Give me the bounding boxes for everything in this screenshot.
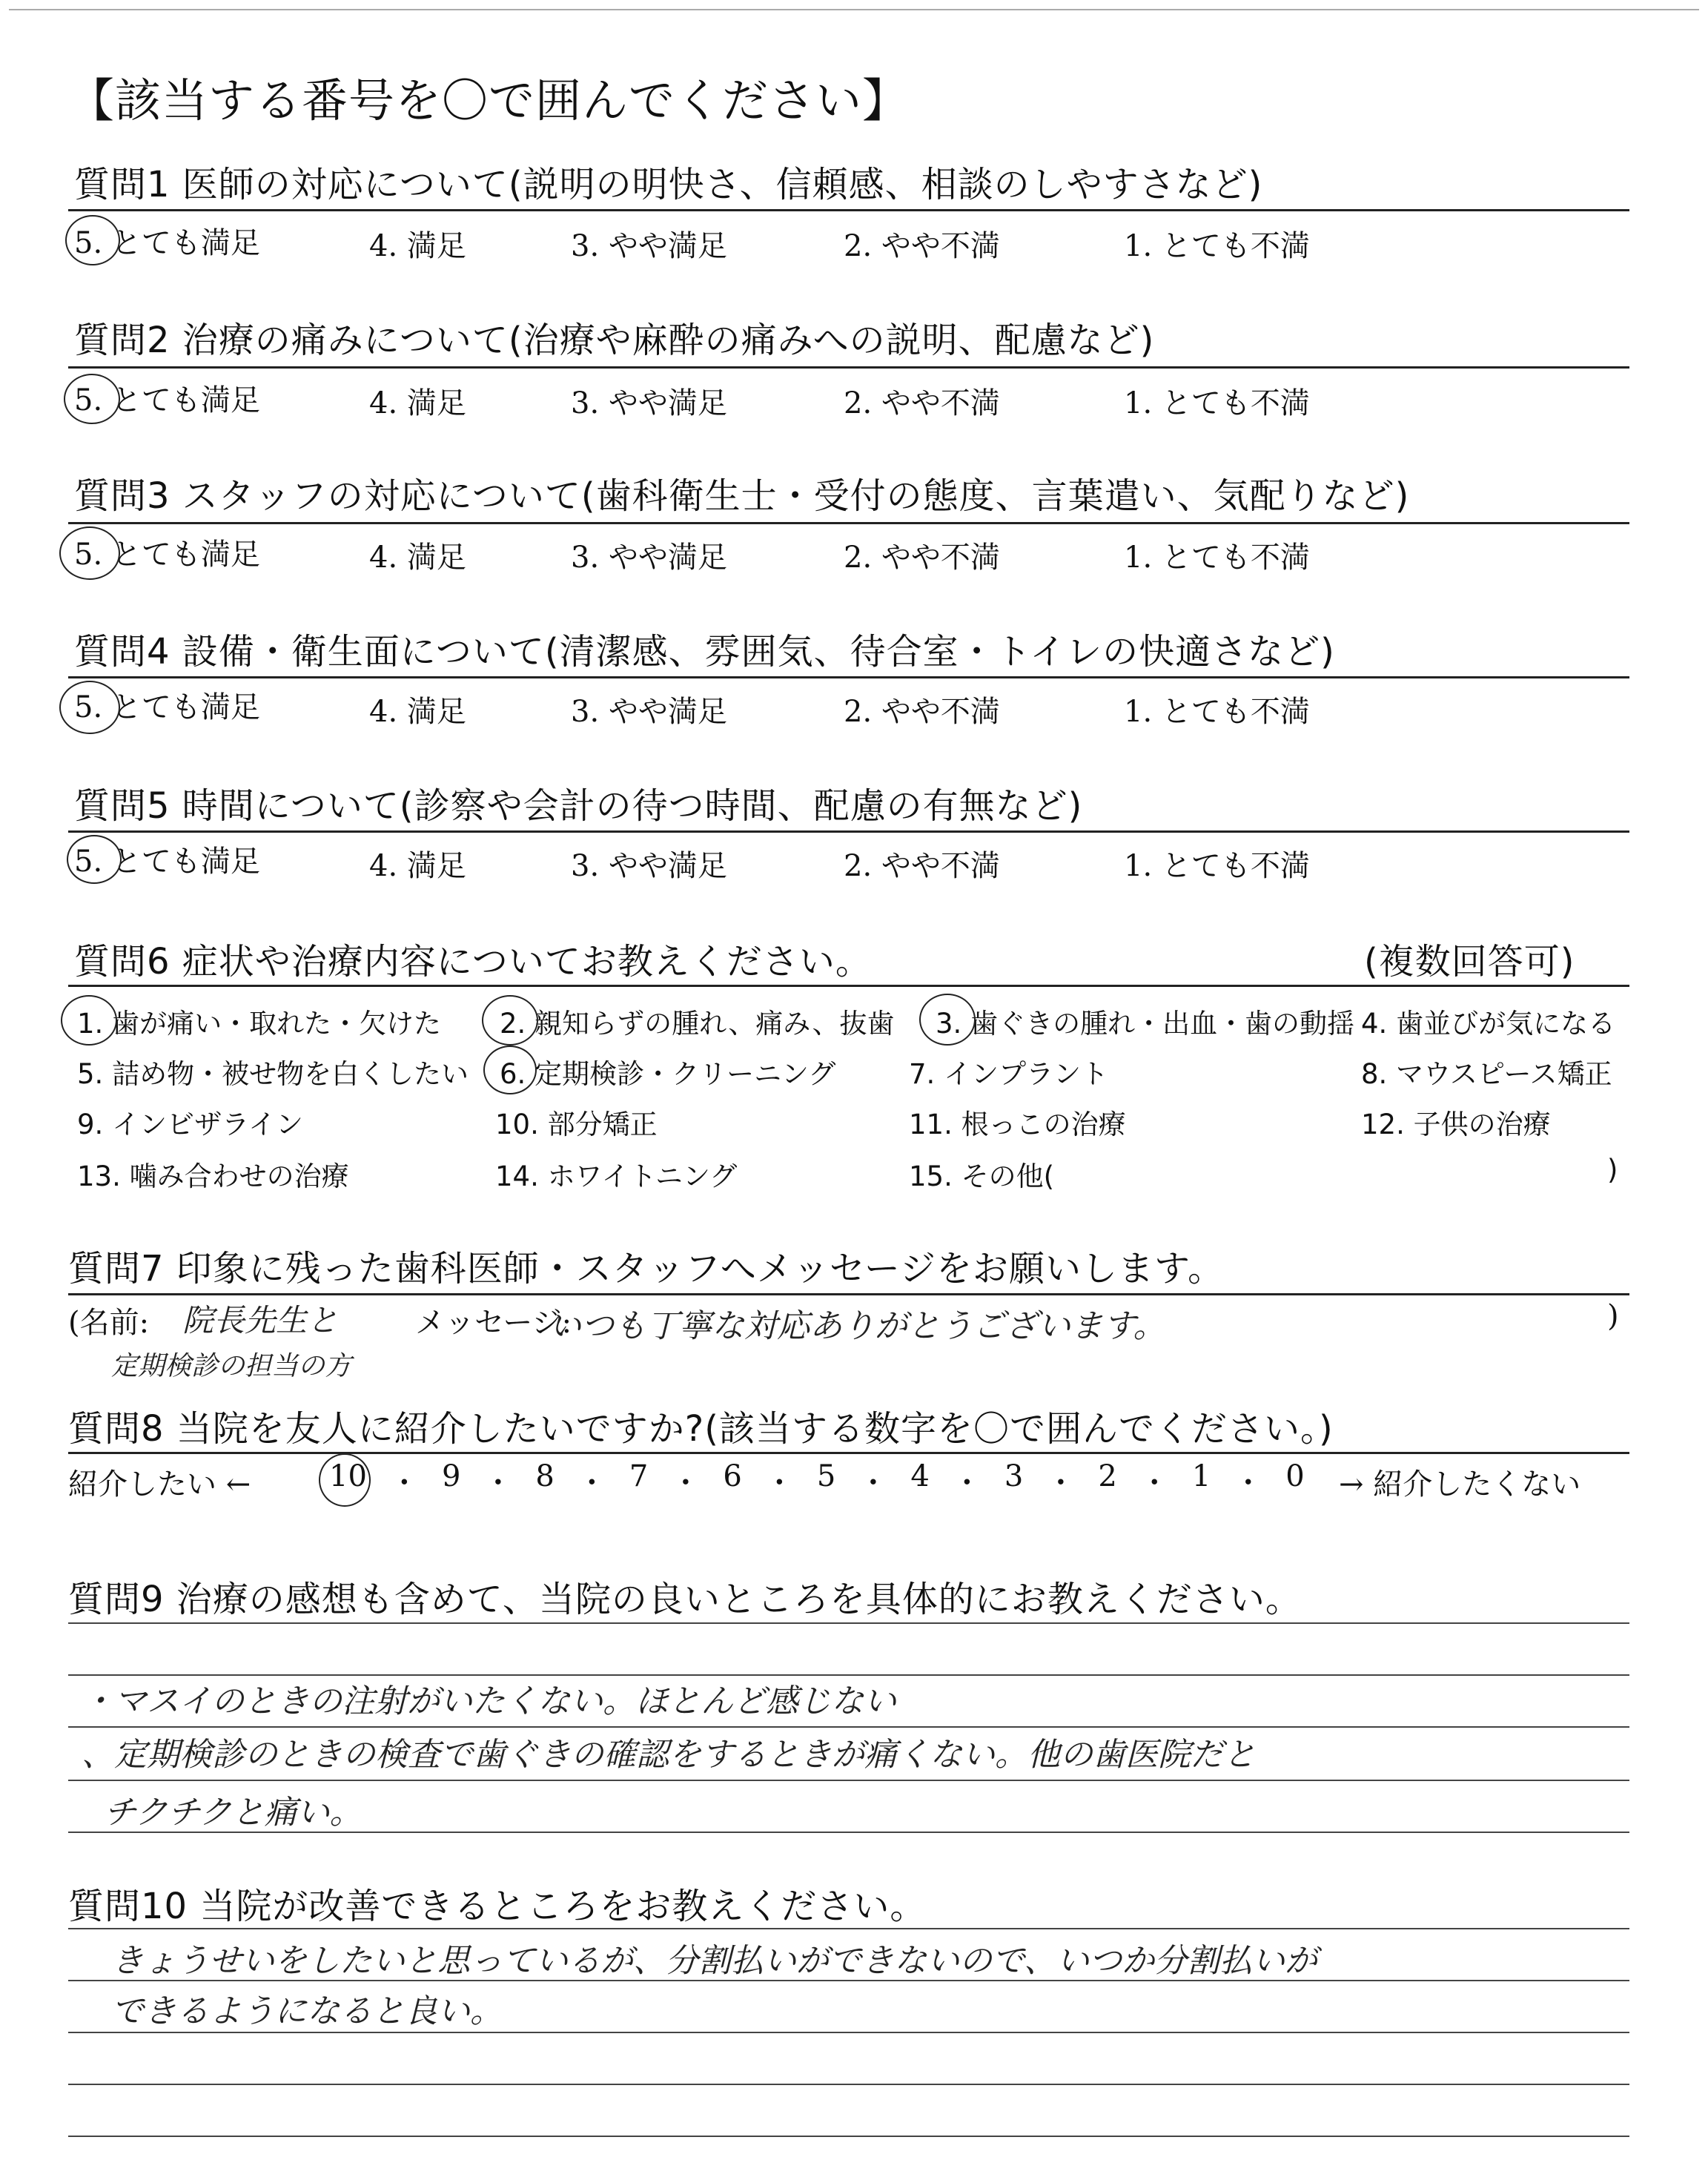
q5-option-5[interactable]: 5. とても満足 bbox=[74, 845, 260, 879]
q9-answer-line-3[interactable]: チクチクと痛い。 bbox=[104, 1794, 363, 1832]
q8-scale-2[interactable]: 2 bbox=[1098, 1459, 1117, 1493]
q6-option-5[interactable]: 5. 詰め物・被せ物を白くしたい bbox=[77, 1058, 469, 1090]
q7-name-value-line2[interactable]: 定期検診の担当の方 bbox=[111, 1351, 352, 1381]
q2-option-4[interactable]: 4. 満足 bbox=[369, 386, 466, 420]
page-title: 【該当する番号を〇で囲んでください】 bbox=[68, 73, 910, 128]
q6-option-11[interactable]: 11. 根っこの治療 bbox=[909, 1109, 1126, 1140]
q8-scale-separator: ・ bbox=[1139, 1466, 1170, 1500]
q1-heading: 質問1 医師の対応について(説明の明快さ、信頼感、相談のしやすさなど) bbox=[74, 164, 1263, 205]
q1-option-3[interactable]: 3. やや満足 bbox=[571, 229, 727, 263]
q9-answer-line-2[interactable]: 、定期検診のときの検査で歯ぐきの確認をするときが痛くない。他の歯医院だと bbox=[82, 1736, 1256, 1774]
q3-option-3[interactable]: 3. やや満足 bbox=[571, 541, 727, 575]
q2-option-1[interactable]: 1. とても不満 bbox=[1124, 386, 1310, 420]
q3-heading: 質問3 スタッフの対応について(歯科衛生士・受付の態度、言葉遣い、気配りなど) bbox=[74, 475, 1410, 517]
q2-selection-circle bbox=[64, 374, 120, 424]
q10-answer-line-1[interactable]: きょうせいをしたいと思っているが、分割払いができないので、いつか分割払いが bbox=[111, 1942, 1318, 1980]
q6-option-14[interactable]: 14. ホワイトニング bbox=[495, 1160, 738, 1192]
q8-selection-circle bbox=[319, 1453, 371, 1507]
q6-option-1[interactable]: 1. 歯が痛い・取れた・欠けた bbox=[77, 1008, 442, 1040]
q8-scale-separator: ・ bbox=[577, 1466, 607, 1500]
q6-option-9[interactable]: 9. インビザライン bbox=[77, 1109, 303, 1140]
q8-scale-separator: ・ bbox=[952, 1466, 982, 1500]
q7-message-value[interactable]: いつも丁寧な対応ありがとうございます。 bbox=[549, 1307, 1166, 1345]
q6-circle-1 bbox=[61, 995, 117, 1046]
q8-scale-1[interactable]: 1 bbox=[1191, 1459, 1211, 1493]
q8-scale-8[interactable]: 8 bbox=[535, 1459, 555, 1493]
q6-option-8[interactable]: 8. マウスピース矯正 bbox=[1361, 1058, 1612, 1090]
q2-heading: 質問2 治療の痛みについて(治療や麻酔の痛みへの説明、配慮など) bbox=[74, 320, 1155, 361]
q7-name-value-line1[interactable]: 院長先生と bbox=[182, 1302, 339, 1338]
q8-scale-5[interactable]: 5 bbox=[816, 1459, 836, 1493]
q7-close-paren: ) bbox=[1607, 1299, 1619, 1333]
q6-heading: 質問6 症状や治療内容についてお教えください。 bbox=[74, 941, 872, 982]
q9-heading: 質問9 治療の感想も含めて、当院の良いところを具体的にお教えください。 bbox=[68, 1579, 1302, 1620]
q8-scale-separator: ・ bbox=[670, 1466, 701, 1500]
q8-scale-3[interactable]: 3 bbox=[1004, 1459, 1024, 1493]
q6-option-4[interactable]: 4. 歯並びが気になる bbox=[1361, 1008, 1616, 1040]
q4-option-1[interactable]: 1. とても不満 bbox=[1124, 695, 1310, 729]
q6-circle-6 bbox=[483, 1046, 537, 1094]
q5-selection-circle bbox=[67, 835, 122, 884]
q8-scale-separator: ・ bbox=[1045, 1466, 1076, 1500]
q1-option-5[interactable]: 5. とても満足 bbox=[74, 226, 260, 260]
q5-option-4[interactable]: 4. 満足 bbox=[369, 849, 466, 883]
q7-message-label: メッセージ: bbox=[415, 1306, 572, 1340]
q8-scale-10[interactable]: 10 bbox=[329, 1459, 367, 1493]
q3-option-1[interactable]: 1. とても不満 bbox=[1124, 541, 1310, 575]
q3-option-5[interactable]: 5. とても満足 bbox=[74, 538, 260, 572]
q8-left-label: 紹介したい ← bbox=[68, 1467, 251, 1502]
q4-selection-circle bbox=[59, 681, 120, 734]
q3-option-4[interactable]: 4. 満足 bbox=[369, 541, 466, 575]
q8-scale-separator: ・ bbox=[483, 1466, 513, 1500]
q6-note: (複数回答可) bbox=[1364, 941, 1575, 982]
q8-heading: 質問8 当院を友人に紹介したいですか?(該当する数字を〇で囲んでください。) bbox=[68, 1408, 1334, 1450]
q8-scale-7[interactable]: 7 bbox=[629, 1459, 649, 1493]
q1-selection-circle bbox=[65, 215, 120, 265]
q6-option-15-close: ) bbox=[1607, 1154, 1618, 1186]
q8-scale-6[interactable]: 6 bbox=[723, 1459, 742, 1493]
q4-option-3[interactable]: 3. やや満足 bbox=[571, 695, 727, 729]
page-top-border bbox=[9, 9, 1699, 10]
q2-option-5[interactable]: 5. とても満足 bbox=[74, 383, 260, 417]
q6-option-10[interactable]: 10. 部分矯正 bbox=[495, 1109, 658, 1140]
q6-circle-3 bbox=[919, 994, 976, 1046]
q7-heading: 質問7 印象に残った歯科医師・スタッフへメッセージをお願いします。 bbox=[68, 1248, 1225, 1289]
q8-scale-separator: ・ bbox=[1233, 1466, 1263, 1500]
q4-option-2[interactable]: 2. やや不満 bbox=[844, 695, 1000, 729]
q2-option-2[interactable]: 2. やや不満 bbox=[844, 386, 1000, 420]
q8-scale-0[interactable]: 0 bbox=[1285, 1459, 1305, 1493]
q10-answer-line-2[interactable]: できるようになると良い。 bbox=[111, 1992, 503, 2030]
q5-option-3[interactable]: 3. やや満足 bbox=[571, 849, 727, 883]
q1-option-4[interactable]: 4. 満足 bbox=[369, 229, 466, 263]
q8-scale bbox=[329, 1459, 1305, 1502]
q4-heading: 質問4 設備・衛生面について(清潔感、雰囲気、待合室・トイレの快適さなど) bbox=[74, 631, 1335, 673]
q3-option-2[interactable]: 2. やや不満 bbox=[844, 541, 1000, 575]
q8-scale-4[interactable]: 4 bbox=[910, 1459, 930, 1493]
q6-option-12[interactable]: 12. 子供の治療 bbox=[1361, 1109, 1551, 1140]
q6-option-3[interactable]: 3. 歯ぐきの腫れ・出血・歯の動揺 bbox=[936, 1008, 1355, 1040]
q6-option-15[interactable]: 15. その他( bbox=[909, 1160, 1055, 1192]
q4-option-4[interactable]: 4. 満足 bbox=[369, 695, 466, 729]
q8-scale-separator: ・ bbox=[858, 1466, 888, 1500]
q4-option-5[interactable]: 5. とても満足 bbox=[74, 690, 260, 724]
q10-heading: 質問10 当院が改善できるところをお教えください。 bbox=[68, 1886, 927, 1927]
q1-option-2[interactable]: 2. やや不満 bbox=[844, 229, 1000, 263]
q8-scale-separator: ・ bbox=[764, 1466, 795, 1500]
q1-option-1[interactable]: 1. とても不満 bbox=[1124, 229, 1310, 263]
q8-scale-9[interactable]: 9 bbox=[441, 1459, 461, 1493]
q6-option-2[interactable]: 2. 親知らずの腫れ、痛み、抜歯 bbox=[500, 1008, 895, 1040]
q6-option-6[interactable]: 6. 定期検診・クリーニング bbox=[500, 1058, 836, 1090]
q8-scale-separator: ・ bbox=[389, 1466, 420, 1500]
q5-heading: 質問5 時間について(診察や会計の待つ時間、配慮の有無など) bbox=[74, 785, 1083, 827]
q6-option-7[interactable]: 7. インプラント bbox=[909, 1058, 1109, 1090]
q5-option-1[interactable]: 1. とても不満 bbox=[1124, 849, 1310, 883]
q2-option-3[interactable]: 3. やや満足 bbox=[571, 386, 727, 420]
q5-option-2[interactable]: 2. やや不満 bbox=[844, 849, 1000, 883]
q6-option-13[interactable]: 13. 噛み合わせの治療 bbox=[77, 1160, 349, 1192]
q3-selection-circle bbox=[59, 526, 120, 580]
q7-name-label: (名前: bbox=[68, 1306, 150, 1340]
q6-circle-2 bbox=[482, 995, 538, 1046]
q9-answer-line-1[interactable]: ・マスイのときの注射がいたくない。ほとんど感じない bbox=[82, 1682, 897, 1720]
q8-right-label: → 紹介したくない bbox=[1339, 1467, 1581, 1502]
